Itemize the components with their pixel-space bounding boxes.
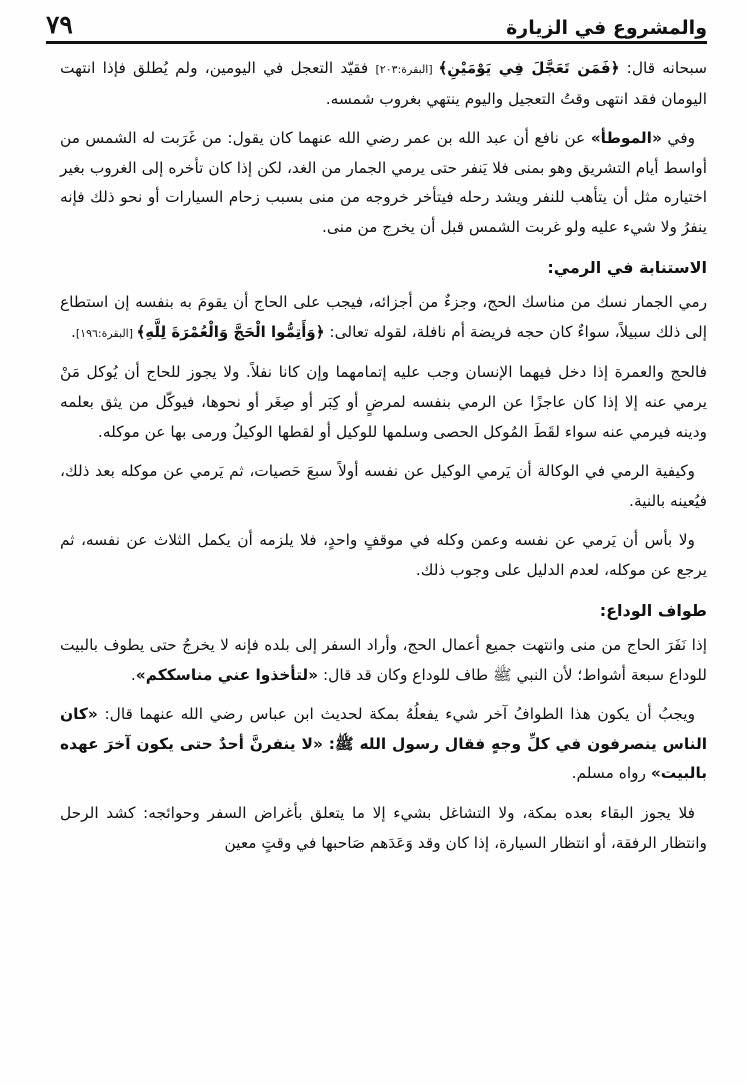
paragraph: [60, 288, 707, 348]
text-run: إذا نَفَرَ الحاج من منى وانتهت جميع أعمال الحج، وأراد السفر إلى بلده فإنه لا يخرجُ حتى يطوف بالبيت للوداع سبعة أشواط؛ لأن النبي ﷺ طاف للوداع وكان قد قال:: [60, 636, 707, 684]
verse-reference: [البقرة:١٩٦]: [75, 326, 137, 340]
paragraph: [60, 631, 707, 690]
page-body: [60, 54, 707, 868]
paragraph: [60, 799, 707, 858]
text-run: رواه مسلم.: [571, 764, 651, 783]
page-header: [46, 8, 707, 44]
paragraph: [60, 457, 707, 516]
text-run: رمي الجمار نسك من مناسك الحج، وجزءٌ من أجزائه، فيجب على الحاج أن يقومَ به بنفسه إن استطاع إلى ذلك سبيلاً، سواءٌ كان حجه فريضة أم نافلة، لقوله تعالى:: [60, 293, 707, 341]
quran-verse: ﴿وَأَتِمُّوا الْحَجَّ وَالْعُمْرَةَ لِلَّهِ﴾: [136, 322, 325, 341]
page-number: ٧٩: [46, 10, 73, 39]
text-run: ولا بأس أن يَرمي عن نفسه وعمن وكله في موقفٍ واحدٍ، فلا يلزمه أن يكمل الثلاث عن نفسه، ثم يرجع عن موكله، لعدم الدليل على وجوب ذلك.: [60, 531, 707, 579]
bold-text: «كان الناس ينصرفون في كلِّ وجهٍ فقال رسول الله ﷺ: «لا ينفرنَّ أحدٌ حتى يكون آخرَ عهده بالبيت»: [60, 705, 707, 783]
text-run: فالحج والعمرة إذا دخل فيهما الإنسان وجب عليه إتمامهما وإن كانا نفلاً. ولا يجوز للحاج أن يُوكل مَنْ يرمي عنه إلا إذا كان عاجزًا عن الرمي بنفسه لمرضٍ أو كِبَر أو صِغَر أو نحوها، فيوكّل من يثق بعلمه ودينه فيرمي عنه سواء لقَطَ المُوكل الحصى وسلمها للوكيل أو لقطها الوكيلُ ورمى بها عن موكله.: [60, 363, 707, 441]
text-run: وفي: [661, 129, 695, 148]
text-run: سبحانه قال:: [619, 59, 707, 77]
text-run: وكيفية الرمي في الوكالة أن يَرمي الوكيل عن نفسه أولاً سبعَ حَصيات، ثم يَرمي عن موكله بعد ذلك، فيُعينه بالنية.: [60, 462, 707, 510]
paragraph: [60, 124, 707, 242]
verse-reference: [البقرة:٢٠٣]: [375, 63, 439, 76]
text-run: .: [130, 665, 136, 684]
bold-text: «لتأخذوا عني مناسككم»: [135, 665, 319, 684]
paragraph: [60, 358, 707, 447]
text-run: فقيّد التعجل في اليومين، ولم يُطلق فإذا انتهت اليومان فقد انتهى وقتُ التعجيل واليوم ينتهي بغروب شمسه.: [60, 59, 707, 108]
section-heading: طواف الوداع:: [599, 600, 707, 620]
running-title: والمشروع في الزيارة: [506, 17, 707, 39]
text-run: .: [70, 322, 76, 341]
text-run: فلا يجوز البقاء بعده بمكة، ولا التشاغل بشيء إلا ما يتعلق بأغراض السفر وحوائجه: كشد الرحل وانتظار الرفقة، أو انتظار السيارة، إذا كان وقد وَعَدَهم صَاحبها في وقتٍ معين: [60, 804, 707, 852]
quran-verse: ﴿فَمَن تَعَجَّلَ فِي يَوْمَيْنِ﴾: [438, 59, 620, 77]
paragraph: [60, 526, 707, 585]
paragraph: [60, 54, 707, 114]
section-heading: الاستنابة في الرمي:: [547, 257, 707, 277]
text-run: عن نافع أن عبد الله بن عمر رضي الله عنهما كان يقول: من غَرَبت له الشمس من أواسط أيام التشريق وهو بمنى فلا يَنفر حتى يرمي الجمار من الغد، لكن إذا كان تأخره إلى الغروب بغير اختياره مثل أن يتأهب للنفر ويشد رحله فيتأخر خروجه من منى بسبب زحام السيارات أو نحو ذلك فإنه ينفرُ ولا شيء عليه ولو غربت الشمس قبل أن يخرج من منى.: [60, 129, 707, 236]
bold-text: «الموطأ»: [590, 129, 662, 148]
text-run: ويجبُ أن يكون هذا الطوافُ آخر شيء يفعلُهُ بمكة لحديث ابن عباس رضي الله عنهما قال:: [97, 705, 695, 724]
paragraph: [60, 700, 707, 789]
